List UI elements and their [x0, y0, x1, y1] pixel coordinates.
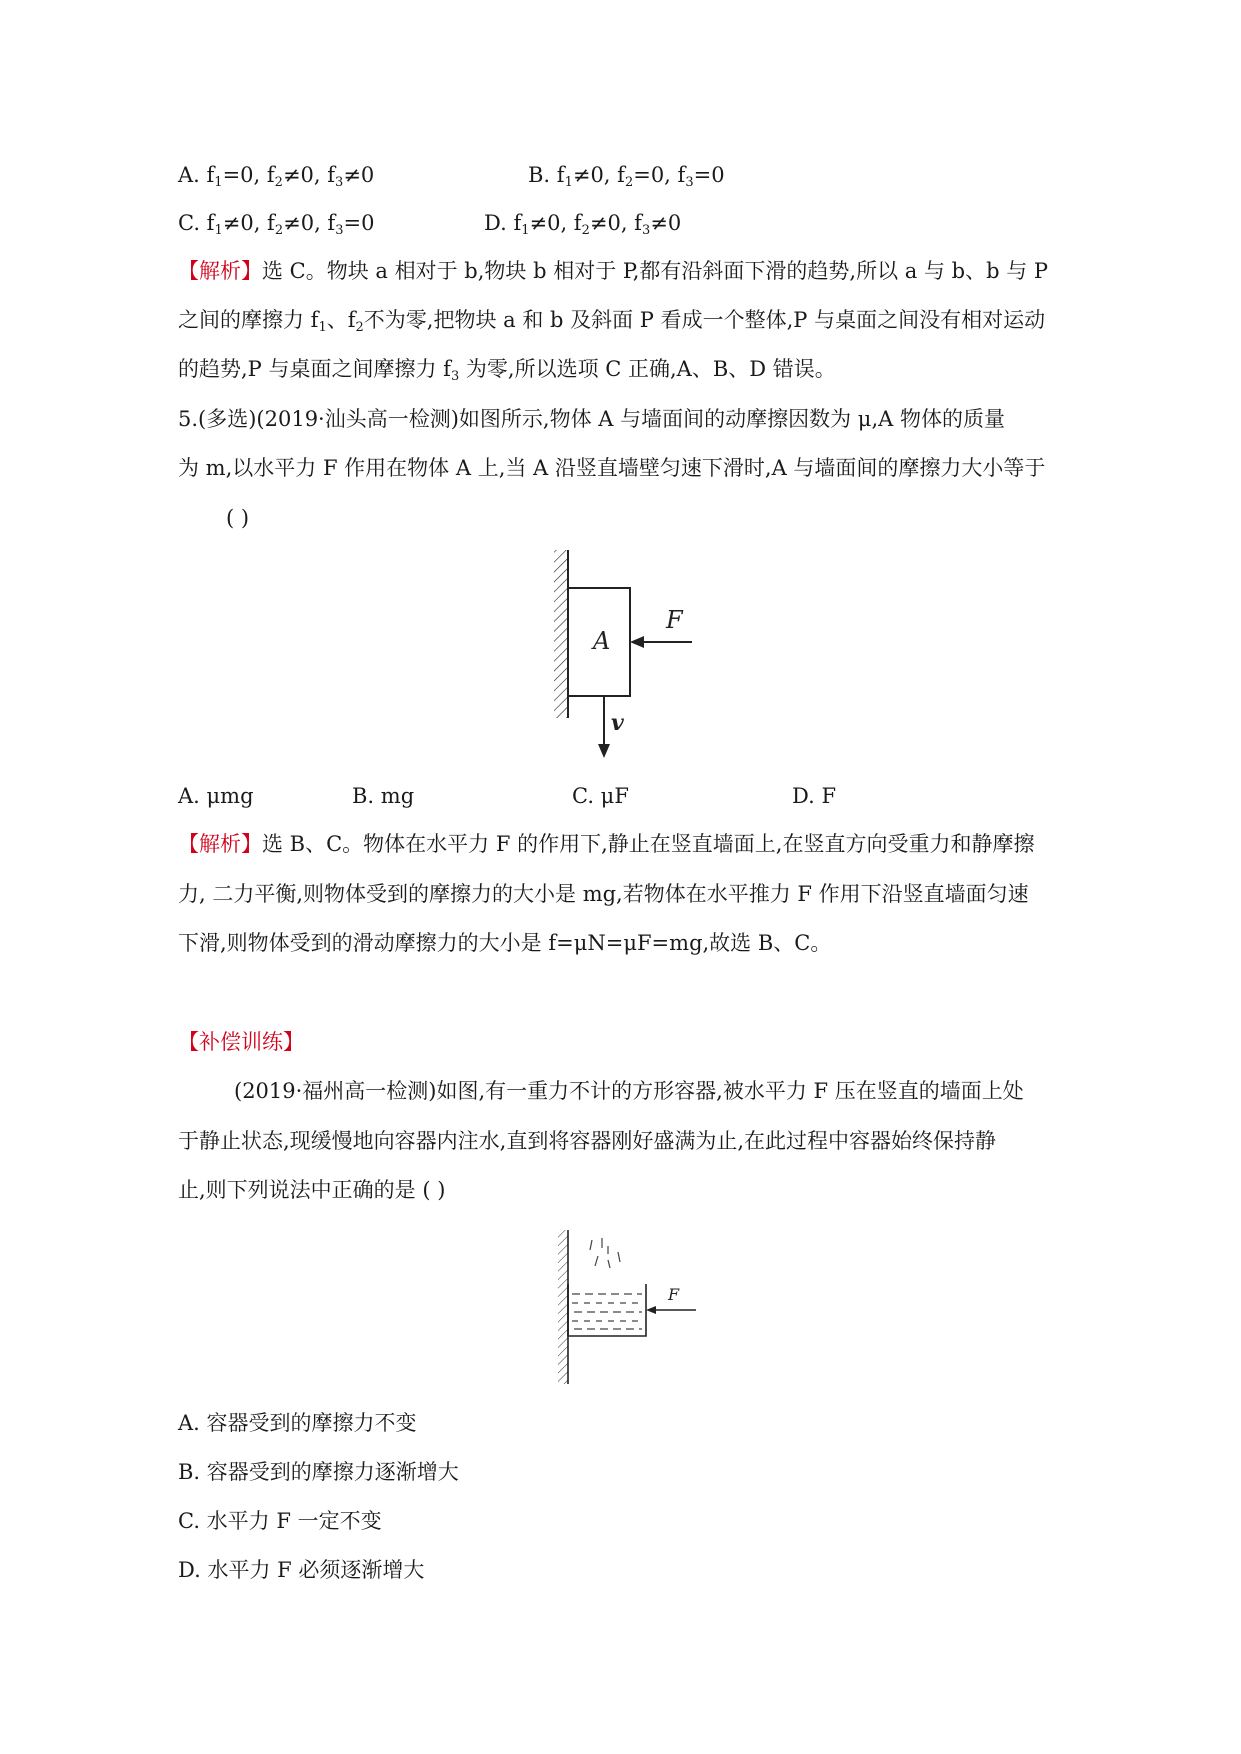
q4-option-c-text: =0 [343, 211, 375, 235]
practice-option-b[interactable]: B. 容器受到的摩擦力逐渐增大 [178, 1460, 459, 1484]
force-label: F [668, 1285, 680, 1304]
force-arrowhead-icon [630, 636, 644, 648]
analysis-text: 不为零,把物块 a 和 b 及斜面 P 看成一个整体,P 与桌面之间没有相对运动 [363, 308, 1046, 332]
pouring-water-drops [590, 1238, 620, 1268]
subscript: 3 [641, 223, 651, 238]
subscript: 2 [355, 320, 364, 335]
practice-option-d[interactable]: D. 水平力 F 必须逐渐增大 [178, 1558, 425, 1582]
q4-analysis-line-2 [178, 306, 1045, 334]
subscript: 1 [521, 223, 530, 238]
subscript: 1 [318, 320, 327, 335]
q4-option-a-text: =0, f [222, 163, 275, 187]
q4-option-c-text: ≠0, f [283, 211, 336, 235]
subscript: 2 [624, 175, 634, 190]
wall-hatching [558, 1230, 568, 1384]
q5-option-b[interactable]: B. mg [352, 784, 415, 808]
velocity-label: v [611, 710, 624, 736]
q5-stem-line-1: 5.(多选)(2019·汕头高一检测)如图所示,物体 A 与墙面间的动摩擦因数为 μ,A 物体的质量 [178, 407, 1005, 431]
analysis-tag: 【解析】 [178, 832, 262, 856]
analysis-tag: 【解析】 [178, 259, 262, 283]
subscript: 2 [581, 223, 590, 238]
q4-option-b-text: B. f [528, 163, 565, 187]
container [568, 1284, 646, 1336]
practice-option-a[interactable]: A. 容器受到的摩擦力不变 [178, 1411, 417, 1435]
water-surface-dashes [572, 1294, 642, 1329]
q4-option-d-text: ≠0, f [529, 211, 582, 235]
force-label: F [666, 606, 683, 634]
practice-stem-line-1: (2019·福州高一检测)如图,有一重力不计的方形容器,被水平力 F 压在竖直的墙面上处 [234, 1079, 1024, 1103]
analysis-text: 、f [326, 308, 356, 332]
q4-option-c-text: ≠0, f [222, 211, 275, 235]
q5-option-d[interactable]: D. F [792, 784, 837, 808]
q5-analysis-line-3: 下滑,则物体受到的滑动摩擦力的大小是 f=μN=μF=mg,故选 B、C。 [178, 931, 832, 955]
subscript: 3 [335, 223, 344, 238]
subscript: 2 [274, 223, 284, 238]
subscript: 2 [274, 175, 283, 190]
subscript: 1 [214, 223, 223, 238]
q5-stem-line-2: 为 m,以水平力 F 作用在物体 A 上,当 A 沿竖直墙壁匀速下滑时,A 与墙面间的摩擦力大小等于 [178, 456, 1046, 480]
practice-stem-line-2: 于静止状态,现缓慢地向容器内注水,直到将容器刚好盛满为止,在此过程中容器始终保持静 [178, 1129, 997, 1153]
q5-answer-blank: ( ) [226, 506, 250, 530]
q5-option-c[interactable]: C. μF [572, 784, 629, 808]
q5-analysis-line-2: 力, 二力平衡,则物体受到的摩擦力的大小是 mg,若物体在水平推力 F 作用下沿竖直墙面匀速 [178, 882, 1029, 906]
wall-hatching [554, 550, 568, 718]
q5-option-a[interactable]: A. μmg [178, 784, 254, 808]
analysis-text: 之间的摩擦力 f [178, 308, 319, 332]
practice-option-c[interactable]: C. 水平力 F 一定不变 [178, 1509, 382, 1533]
analysis-text: 的趋势,P 与桌面之间摩擦力 f [178, 357, 451, 381]
subscript: 3 [335, 175, 344, 190]
subscript: 1 [564, 175, 573, 190]
subscript: 3 [450, 369, 460, 384]
q4-option-a-text: ≠0 [343, 163, 375, 187]
q4-option-d-text: ≠0, f [589, 211, 642, 235]
q4-option-b[interactable] [528, 161, 725, 189]
water-container-figure [550, 1228, 710, 1388]
analysis-text: 选 B、C。物体在水平力 F 的作用下,静止在竖直墙面上,在竖直方向受重力和静摩擦 [262, 832, 1035, 856]
q4-option-c[interactable] [178, 209, 374, 237]
q4-option-b-text: =0 [693, 163, 725, 187]
q4-option-d[interactable] [484, 209, 681, 237]
q5-wall-block-figure [548, 548, 708, 768]
q4-option-a-text: ≠0, f [282, 163, 336, 187]
q4-option-b-text: =0, f [633, 163, 686, 187]
q4-option-d-text: D. f [484, 211, 522, 235]
q4-analysis-line-3 [178, 355, 836, 383]
q4-option-c-text: C. f [178, 211, 215, 235]
analysis-text: 选 C。物块 a 相对于 b,物块 b 相对于 P,都有沿斜面下滑的趋势,所以 a 与 b、b 与 P [262, 259, 1049, 283]
q4-option-a[interactable] [178, 161, 374, 189]
subscript: 1 [214, 175, 223, 190]
q4-option-b-text: ≠0, f [572, 163, 625, 187]
practice-title: 【补偿训练】 [178, 1030, 304, 1054]
force-arrowhead-icon [646, 1306, 656, 1314]
velocity-arrowhead-icon [598, 744, 610, 758]
subscript: 3 [685, 175, 694, 190]
q4-analysis-line-1 [178, 257, 1048, 285]
block-label: A [593, 627, 611, 655]
practice-stem-line-3: 止,则下列说法中正确的是 ( ) [178, 1178, 446, 1202]
q4-option-d-text: ≠0 [650, 211, 682, 235]
q4-option-a-text: A. f [178, 163, 215, 187]
analysis-text: 为零,所以选项 C 正确,A、B、D 错误。 [459, 357, 836, 381]
q5-analysis-line-1 [178, 830, 1034, 858]
